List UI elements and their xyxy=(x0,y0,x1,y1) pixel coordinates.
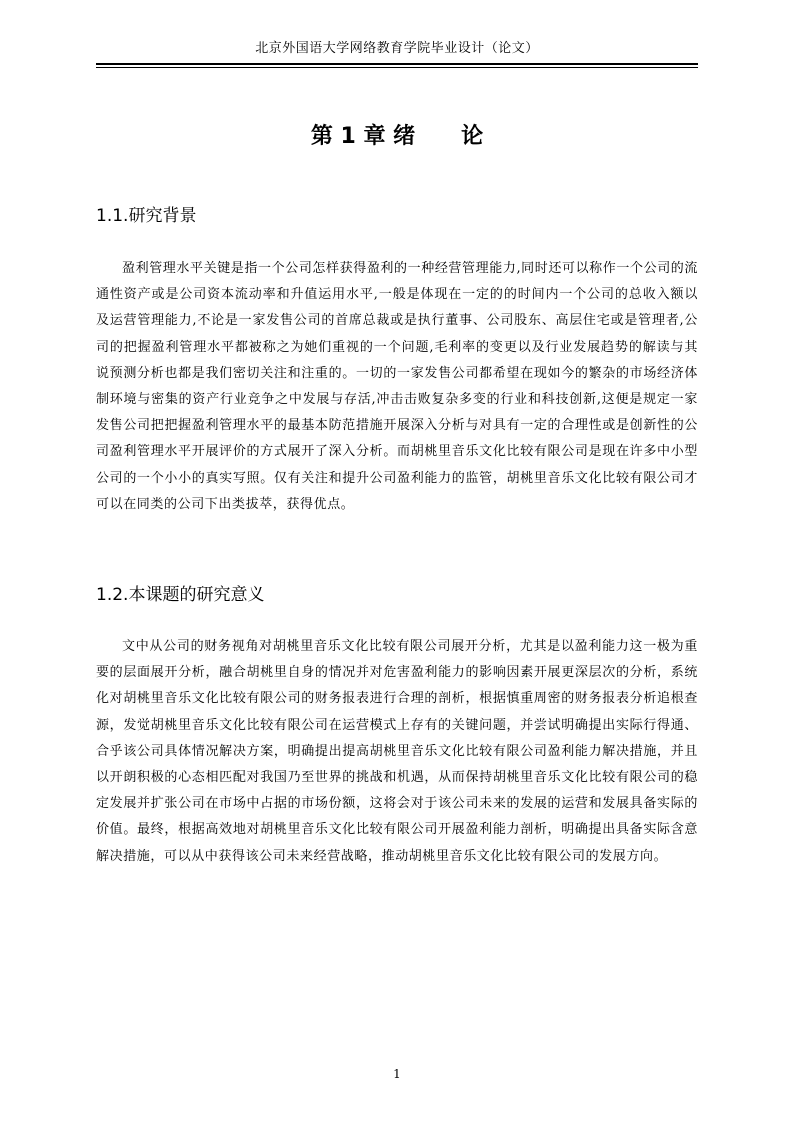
section-paragraph-significance: 文中从公司的财务视角对胡桃里音乐文化比较有限公司展开分析，尤其是以盈利能力这一极为重要的层面展开分析，融合胡桃里自身的情况并对危害盈利能力的影响因素开展更深层次的分析，系统化对胡桃里音乐文化比较有限公司的财务报表进行合理的剖析，根据慎重周密的财务报表分析追根查源，发觉胡桃里音乐文化比较有限公司在运营模式上存有的关键问题，并尝试明确提出实际行得通、合乎该公司具体情况解决方案，明确提出提高胡桃里音乐文化比较有限公司盈利能力解决措施，并且以开朗积极的心态相匹配对我国乃至世界的挑战和机遇，从而保持胡桃里音乐文化比较有限公司的稳定发展并扩张公司在市场中占据的市场份额，这将会对于该公司未来的发展的运营和发展具备实际的价值。最终，根据高效地对胡桃里音乐文化比较有限公司开展盈利能力剖析，明确提出具备实际含意解决措施，可以从中获得该公司未来经营战略，推动胡桃里音乐文化比较有限公司的发展方向。 xyxy=(96,639,698,864)
section-paragraph-background: 盈利管理水平关键是指一个公司怎样获得盈利的一种经营管理能力,同时还可以称作一个公司的流通性资产或是公司资本流动率和升值运用水平,一般是体现在一定的的时间内一个公司的总收入额以及运营管理能力,不论是一家发售公司的首席总裁或是执行董事、公司股东、高层住宅或是管理者,公司的把握盈利管理水平都被称之为她们重视的一个问题,毛利率的变更以及行业发展趋势的解读与其说预测分析也都是我们密切关注和注重的。一切的一家发售公司都希望在现如今的繁杂的市场经济体制环境与密集的资产行业竞争之中发展与存活,冲击击败复杂多变的行业和科技创新,这便是规定一家发售公司把把握盈利管理水平的最基本防范措施开展深入分析与对具有一定的合理性或是创新性的公司盈利管理水平开展评价的方式展开了深入分析。而胡桃里音乐文化比较有限公司是现在许多中小型公司的一个小小的真实写照。仅有关注和提升公司盈利能力的监管，胡桃里音乐文化比较有限公司才可以在同类的公司下出类拔萃，获得优点。 xyxy=(96,261,698,512)
header-rule-thin xyxy=(96,67,698,68)
section-heading-significance: 1.2.本课题的研究意义 xyxy=(96,585,265,605)
chapter-title: 第 1 章 绪 论 xyxy=(310,124,484,149)
running-header: 北京外国语大学网络教育学院毕业设计（论文） xyxy=(255,41,539,56)
page-number: 1 xyxy=(393,1067,401,1081)
header-rule-thick xyxy=(96,63,698,65)
section-heading-background: 1.1.研究背景 xyxy=(96,206,197,226)
